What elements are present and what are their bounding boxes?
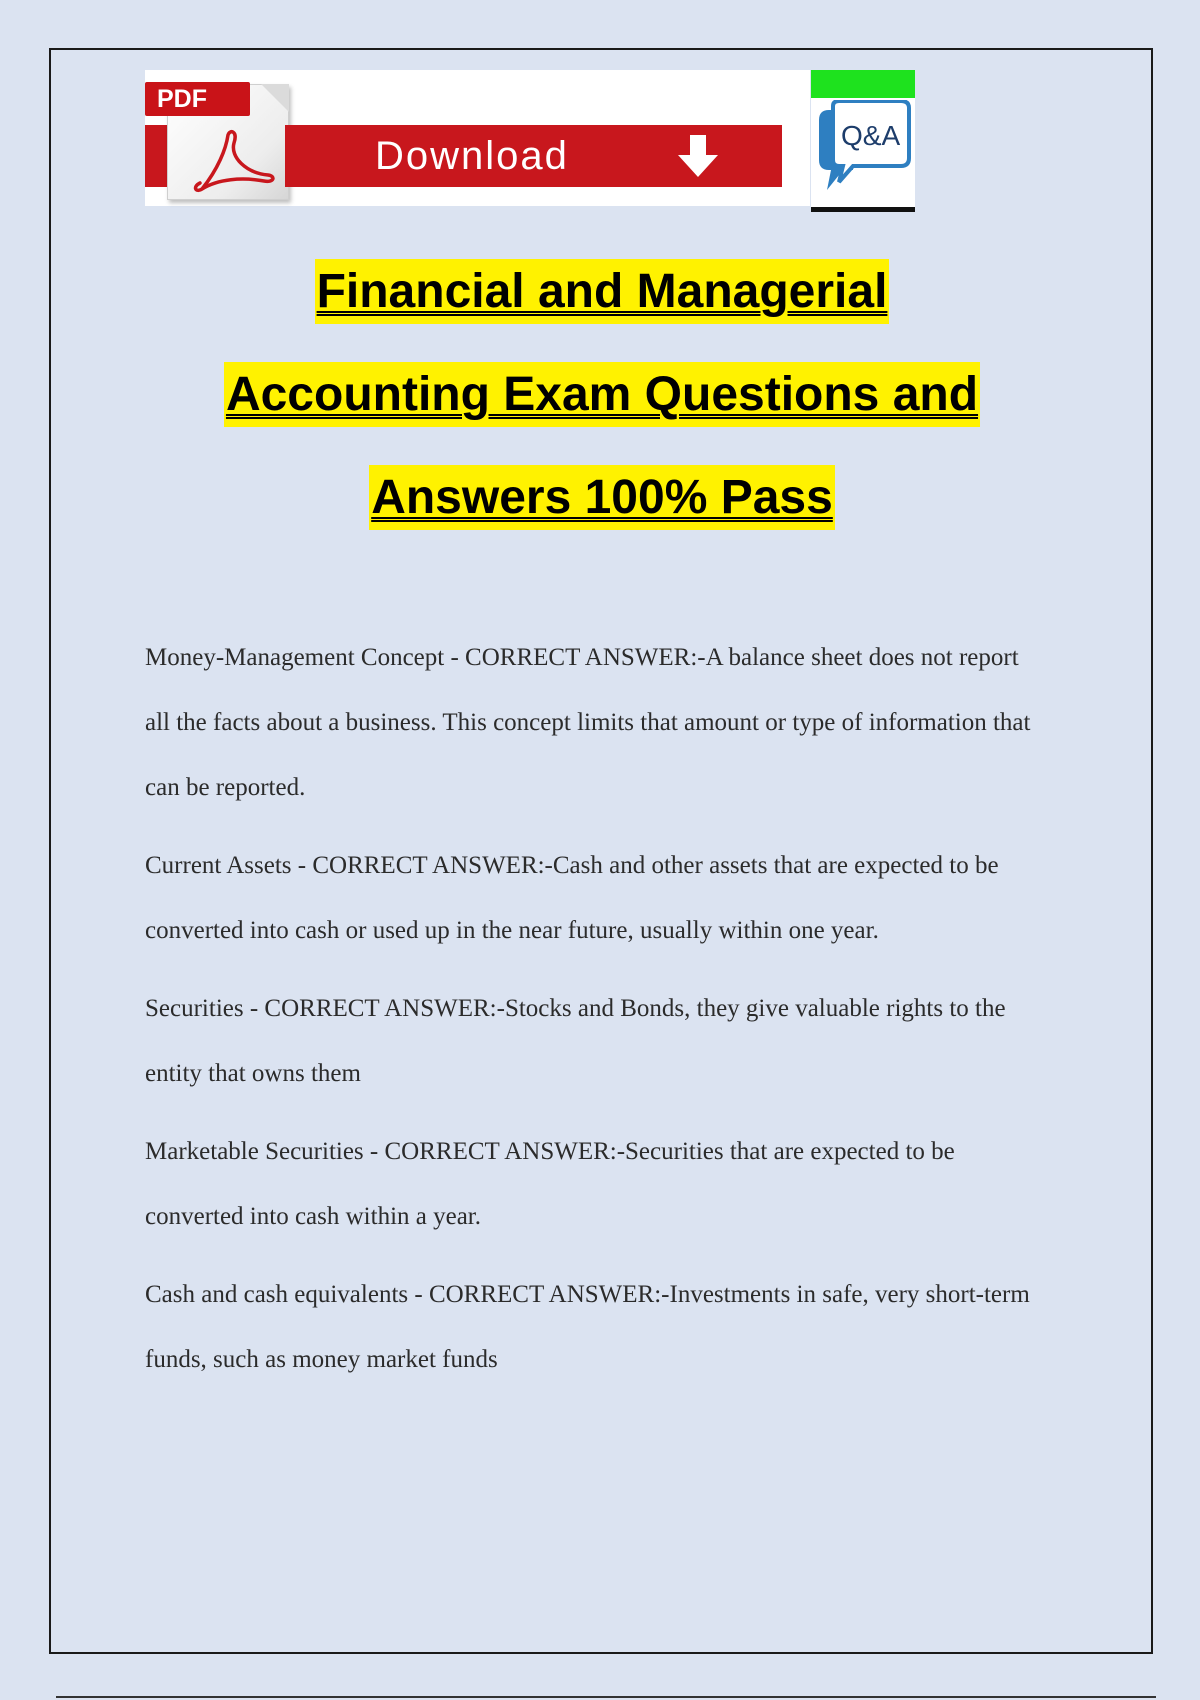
acrobat-icon (188, 129, 278, 195)
download-banner[interactable] (145, 70, 915, 210)
qa-item: Current Assets - CORRECT ANSWER:-Cash and other assets that are expected to be converted into cash or used up in the near future, usually within one year. (145, 852, 999, 944)
qa-list (145, 625, 1045, 1405)
qa-item: Cash and cash equivalents - CORRECT ANSWER:-Investments in safe, very short-term funds, such as money market funds (145, 1281, 1030, 1373)
title-line-3: Answers 100% Pass (369, 465, 835, 530)
qa-item: Securities - CORRECT ANSWER:-Stocks and Bonds, they give valuable rights to the entity that owns them (145, 995, 1006, 1087)
title-line-1: Financial and Managerial (315, 259, 890, 324)
title-line-2: Accounting Exam Questions and (224, 362, 980, 427)
download-label: Download (375, 134, 569, 178)
chat-bubble-icon (813, 100, 913, 204)
qa-item: Marketable Securities - CORRECT ANSWER:-Securities that are expected to be converted into cash within a year. (145, 1138, 955, 1230)
document-title (60, 240, 1144, 549)
qa-label: Q&A (841, 120, 901, 151)
download-bar-left (145, 125, 169, 187)
qa-item: Money-Management Concept - CORRECT ANSWER:-A balance sheet does not report all the facts about a business. This concept limits that amount or type of information that can be reported. (145, 644, 1031, 801)
pdf-label: PDF (145, 82, 250, 116)
download-arrow-icon (675, 133, 721, 179)
bottom-rule (56, 1696, 1156, 1698)
qa-badge (811, 70, 915, 212)
